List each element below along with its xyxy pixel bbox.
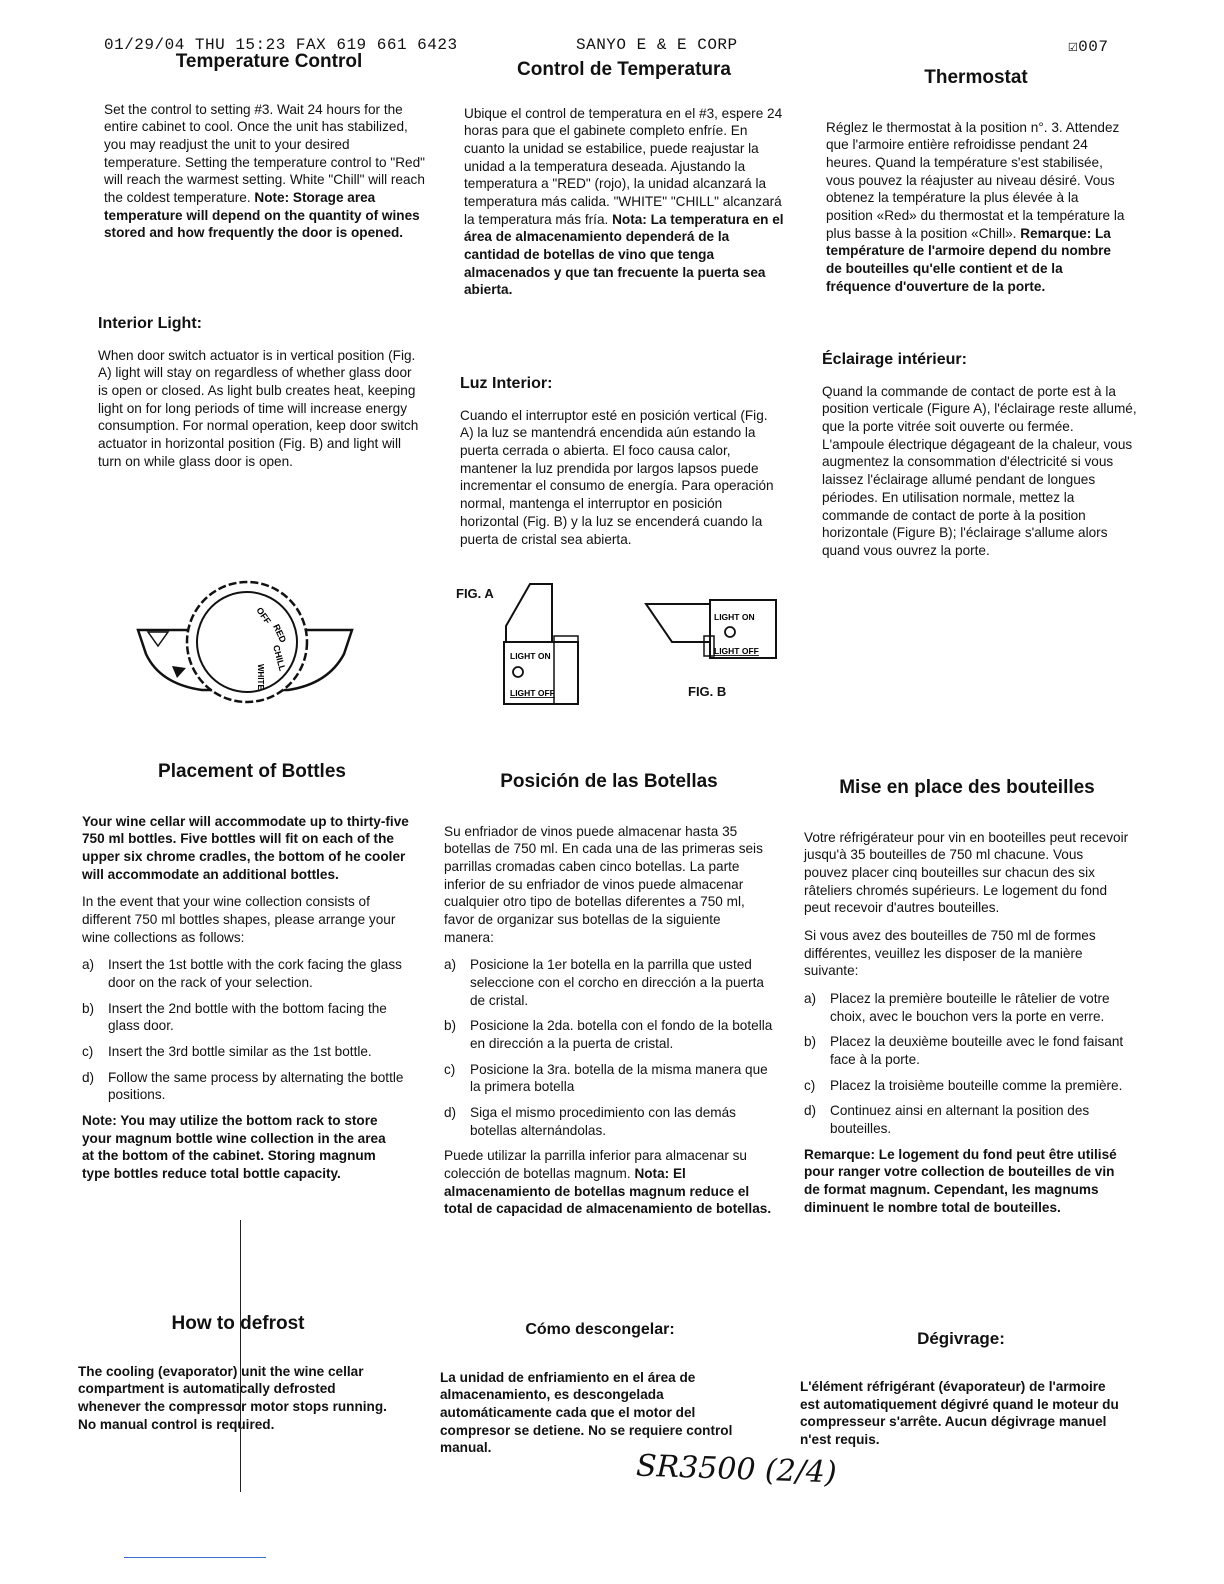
light-es-body: Cuando el interruptor esté en posición vertical (Fig. A) la luz se mantendrá encendida aún estando la puerta cerrada o abierta. El foco causa calor, mantener la luz prendida por largos lapsos puede incrementar el consumo de energía. Para operación normal, mantenga el interruptor en posición horizontal (Fig. B) y la luz se encenderá cuando la puerta de cristal sea abierta. [460,407,774,547]
fax-header-left: 01/29/04 THU 15:23 FAX 619 661 6423 [104,36,458,54]
fig-b-actuator [646,604,710,642]
temperature-en-section [104,50,430,252]
list-item: a) Posicione la 1er botella en la parrilla que usted seleccione con el corcho en dirección a la puerta de cristal. [444,957,764,1008]
bottles-fr-capacity: Votre réfrigérateur pour vin en booteilles peut recevoir jusqu'à 35 bouteilles de 750 ml chacune. Vous pouvez placer cinq bouteilles sur chacun des six râteliers chromés supérieurs. Le logement du fond peut recevoir d'autres bouteilles. [804,829,1129,916]
defrost-en-section [78,1312,398,1443]
bottles-es-note: Nota: El almacenamiento de botellas magnum reduce el total de capacidad de almacenamiento de botellas. [444,1166,772,1217]
bottles-en-section [82,760,422,1193]
fig-b-label: FIG. B [688,684,727,699]
fig-b-switch-circle [725,627,735,637]
handwritten-model-note: SR3500 (2/4) [635,1448,838,1491]
list-item: d) Continuez ainsi en alternant la position des bouteilles. [804,1103,1090,1137]
bottles-fr-section [804,776,1130,1226]
list-item: b) Posicione la 2da. botella con el fondo de la botella en dirección a la puerta de cristal. [444,1018,773,1052]
defrost-fr-title: Dégivrage: [917,1329,1005,1348]
defrost-fr-section [800,1328,1122,1459]
list-item: d) Siga el mismo procedimiento con las demás botellas alternándolas. [444,1105,736,1138]
fig-a-light-on: LIGHT ON [510,651,551,661]
defrost-es-section [440,1320,760,1467]
list-item: b) Placez la deuxième bouteille avec le fond faisant face à la porte. [804,1034,1124,1068]
temperature-es-note: Nota: La temperatura en el área de almacenamiento dependerá de la cantidad de botellas de vino que tenga almacenados y que tan frecuente la puerta sea abierta. [464,211,784,298]
bottles-fr-note: Remarque: Le logement du fond peut être utilisé pour ranger votre collection de bouteilles de vin de format magnum. Cependant, les magnums diminuent le nombre total de bouteilles. [804,1146,1117,1215]
light-es-title: Luz Interior: [460,375,553,392]
bottles-fr-steps [804,990,1130,1138]
fig-b-light-off: LIGHT OFF [714,646,759,656]
housing-left-tab [148,632,168,646]
fig-a-light-off: LIGHT OFF [510,688,555,698]
scan-line-artifact [240,1220,241,1492]
bottles-en-note: Note: You may utilize the bottom rack to store your magnum bottle wine collection in the area at the bottom of the cabinet. Storing magnum type bottles reduce total bottle capacity. [82,1113,386,1182]
list-item: c) Posicione la 3ra. botella de la misma manera que la primera botella [444,1061,768,1095]
list-item: d) Follow the same process by alternating the bottle positions. [82,1069,404,1103]
bottles-es-steps [444,956,774,1139]
defrost-en-title: How to defrost [171,1313,305,1334]
bottles-fr-intro: Si vous avez des bouteilles de 750 ml de formes différentes, veuillez les disposer de la manière suivante: [804,928,1096,979]
light-fr-title: Éclairage intérieur: [822,351,967,368]
temperature-en-note: Note: Storage area temperature will depend on the quantity of wines stored and how frequently the door is opened. [104,190,420,241]
temperature-fr-section [826,66,1126,305]
fig-a-switch-circle [513,667,523,677]
bottom-rule [124,1557,266,1558]
temperature-es-body: Ubique el control de temperatura en el #3, espere 24 horas para que el gabinete completo enfríe. En cuanto la unidad se estabilice, puede reajustar la unidad a la temperatura deseada. Ajustando la temperatura a "RED" (rojo), la unidad alcanzará la temperatura más calida. "WHITE" "CHILL" alcanzará la temperatura más fría. Nota: La temperatura en el área de almacenamiento dependerá de la cantidad de botellas de vino que tenga almacenados y que tan frecuente la puerta sea abierta. [464,105,784,298]
bottles-es-section [444,770,774,1218]
fig-a-switch-frame [554,636,578,704]
temperature-es-title: Control de Temperatura [517,59,731,80]
bottles-es-magnum: Puede utilizar la parrilla inferior para almacenar su colección de botellas magnum. Nota: El almacenamiento de botellas magnum reduce el total de capacidad de almacenamiento de botellas. [444,1148,772,1217]
light-en-section [98,314,424,481]
dial-label-off: OFF [254,605,273,626]
light-es-section [460,374,784,558]
list-item: c) Placez la troisième bouteille comme la première. [804,1077,1123,1093]
light-fr-section [822,350,1138,570]
light-en-body: When door switch actuator is in vertical position (Fig. A) light will stay on regardless of whether glass door is open or closed. As light bulb creates heat, keeping light on for long periods of time will increase energy consumption. For normal operation, keep door switch actuator in horizontal position (Fig. B) and light will turn on while glass door is open. [98,347,419,469]
bottles-en-capacity: Your wine cellar will accommodate up to thirty-five 750 ml bottles. Five bottles will fit on each of the upper six chrome cradles, the bottom of he cooler will accommodate an additional bottles. [82,813,409,882]
dial-label-white: WHITE [256,664,265,690]
dial-pointer-icon [172,666,186,678]
temperature-fr-note: Remarque: La température de l'armoire depend du nombre de bouteilles qu'elle contient et de la fréquence d'ouverture de la porte. [826,225,1111,294]
defrost-es-body: La unidad de enfriamiento en el área de almacenamiento, es descongelada automáticamente cada que el motor del compresor se detiene. No se requiere control manual. [440,1369,733,1456]
defrost-es-title: Cómo descongelar: [525,1321,675,1338]
bottles-en-intro: In the event that your wine collection consists of different 750 ml bottles shapes, please arrange your wine collections as follows: [82,894,396,945]
list-item: a) Placez la première bouteille le râtelier de votre choix, avec le bouchon vers la porte en verre. [804,991,1110,1024]
bottles-en-steps [82,956,422,1104]
list-item: c) Insert the 3rd bottle similar as the 1st bottle. [82,1044,372,1060]
temperature-en-body: Set the control to setting #3. Wait 24 hours for the entire cabinet to cool. Once the unit has stabilized, you may readjust the unit to your desired temperature. Setting the temperature control to "Red" will reach the warmest setting. White "Chill" will reach the coldest temperature. Note: Storage area temperature will depend on the quantity of wines stored and how frequently the door is opened. [104,101,425,241]
defrost-en-body: The cooling (evaporator) unit the wine cellar compartment is automatically defrosted whenever the compressor motor stops running. No manual control is required. [78,1363,387,1432]
light-fr-body: Quand la commande de contact de porte est à la position verticale (Figure A), l'éclairage reste allumé, que la porte vitrée soit ouverte ou fermée. L'ampoule électrique dégageant de la chaleur, vous augmentez la consommation d'électricité si vous laissez l'éclairage allumé pendant de longues périodes. En utilisation normale, mettez la commande de contact de porte à la position horizontale (Figure B); l'éclairage s'allume alors quand vous ouvrez la porte. [822,383,1137,558]
fig-b-illustration [640,596,786,662]
bottles-es-capacity: Su enfriador de vinos puede almacenar hasta 35 botellas de 750 ml. En cada una de las primeras seis parrillas cromadas caben cinco botellas. La parte inferior de su enfriador de vinos puede almacenar cualquier otro tipo de botellas diferentes a 750 ml, favor de organizar sus botellas de la siguiente manera: [444,823,763,945]
bottles-en-title: Placement of Bottles [158,761,346,782]
dial-label-chill: CHILL [271,643,288,673]
fig-a-actuator [506,584,552,642]
fig-b-light-on: LIGHT ON [714,612,755,622]
fax-page-number: ☑007 [1068,38,1109,56]
temperature-es-section [464,58,784,309]
fax-header-sender: SANYO E & E CORP [576,36,738,54]
fig-a-label: FIG. A [456,586,494,601]
bottles-fr-title: Mise en place des bouteilles [839,777,1095,798]
list-item: a) Insert the 1st bottle with the cork facing the glass door on the rack of your selection. [82,957,402,991]
thermostat-dial-illustration [130,576,360,726]
dial-label-red: RED [271,622,289,645]
temperature-en-title: Temperature Control [175,51,363,72]
bottles-es-title: Posición de las Botellas [500,771,718,792]
temperature-fr-body: Réglez le thermostat à la position n°. 3. Attendez que l'armoire entière refroidisse pendant 24 heures. Quand la température s'est stabilisée, vous pouvez la réajuster au niveau désiré. Vous obtenez la température la plus élevée à la position «Red» du thermostat et la température la plus basse à la position «Chill». Remarque: La température de l'armoire depend du nombre de bouteilles qu'elle contient et de la fréquence d'ouverture de la porte. [826,119,1125,294]
fig-a-illustration [500,578,582,708]
light-en-title: Interior Light: [98,315,202,332]
temperature-fr-title: Thermostat [924,67,1028,88]
list-item: b) Insert the 2nd bottle with the bottom facing the glass door. [82,1000,387,1034]
defrost-fr-body: L'élément réfrigérant (évaporateur) de l'armoire est automatiquement dégivré quand le moteur du compresseur s'arrête. Aucun dégivrage manuel n'est requis. [800,1379,1119,1448]
